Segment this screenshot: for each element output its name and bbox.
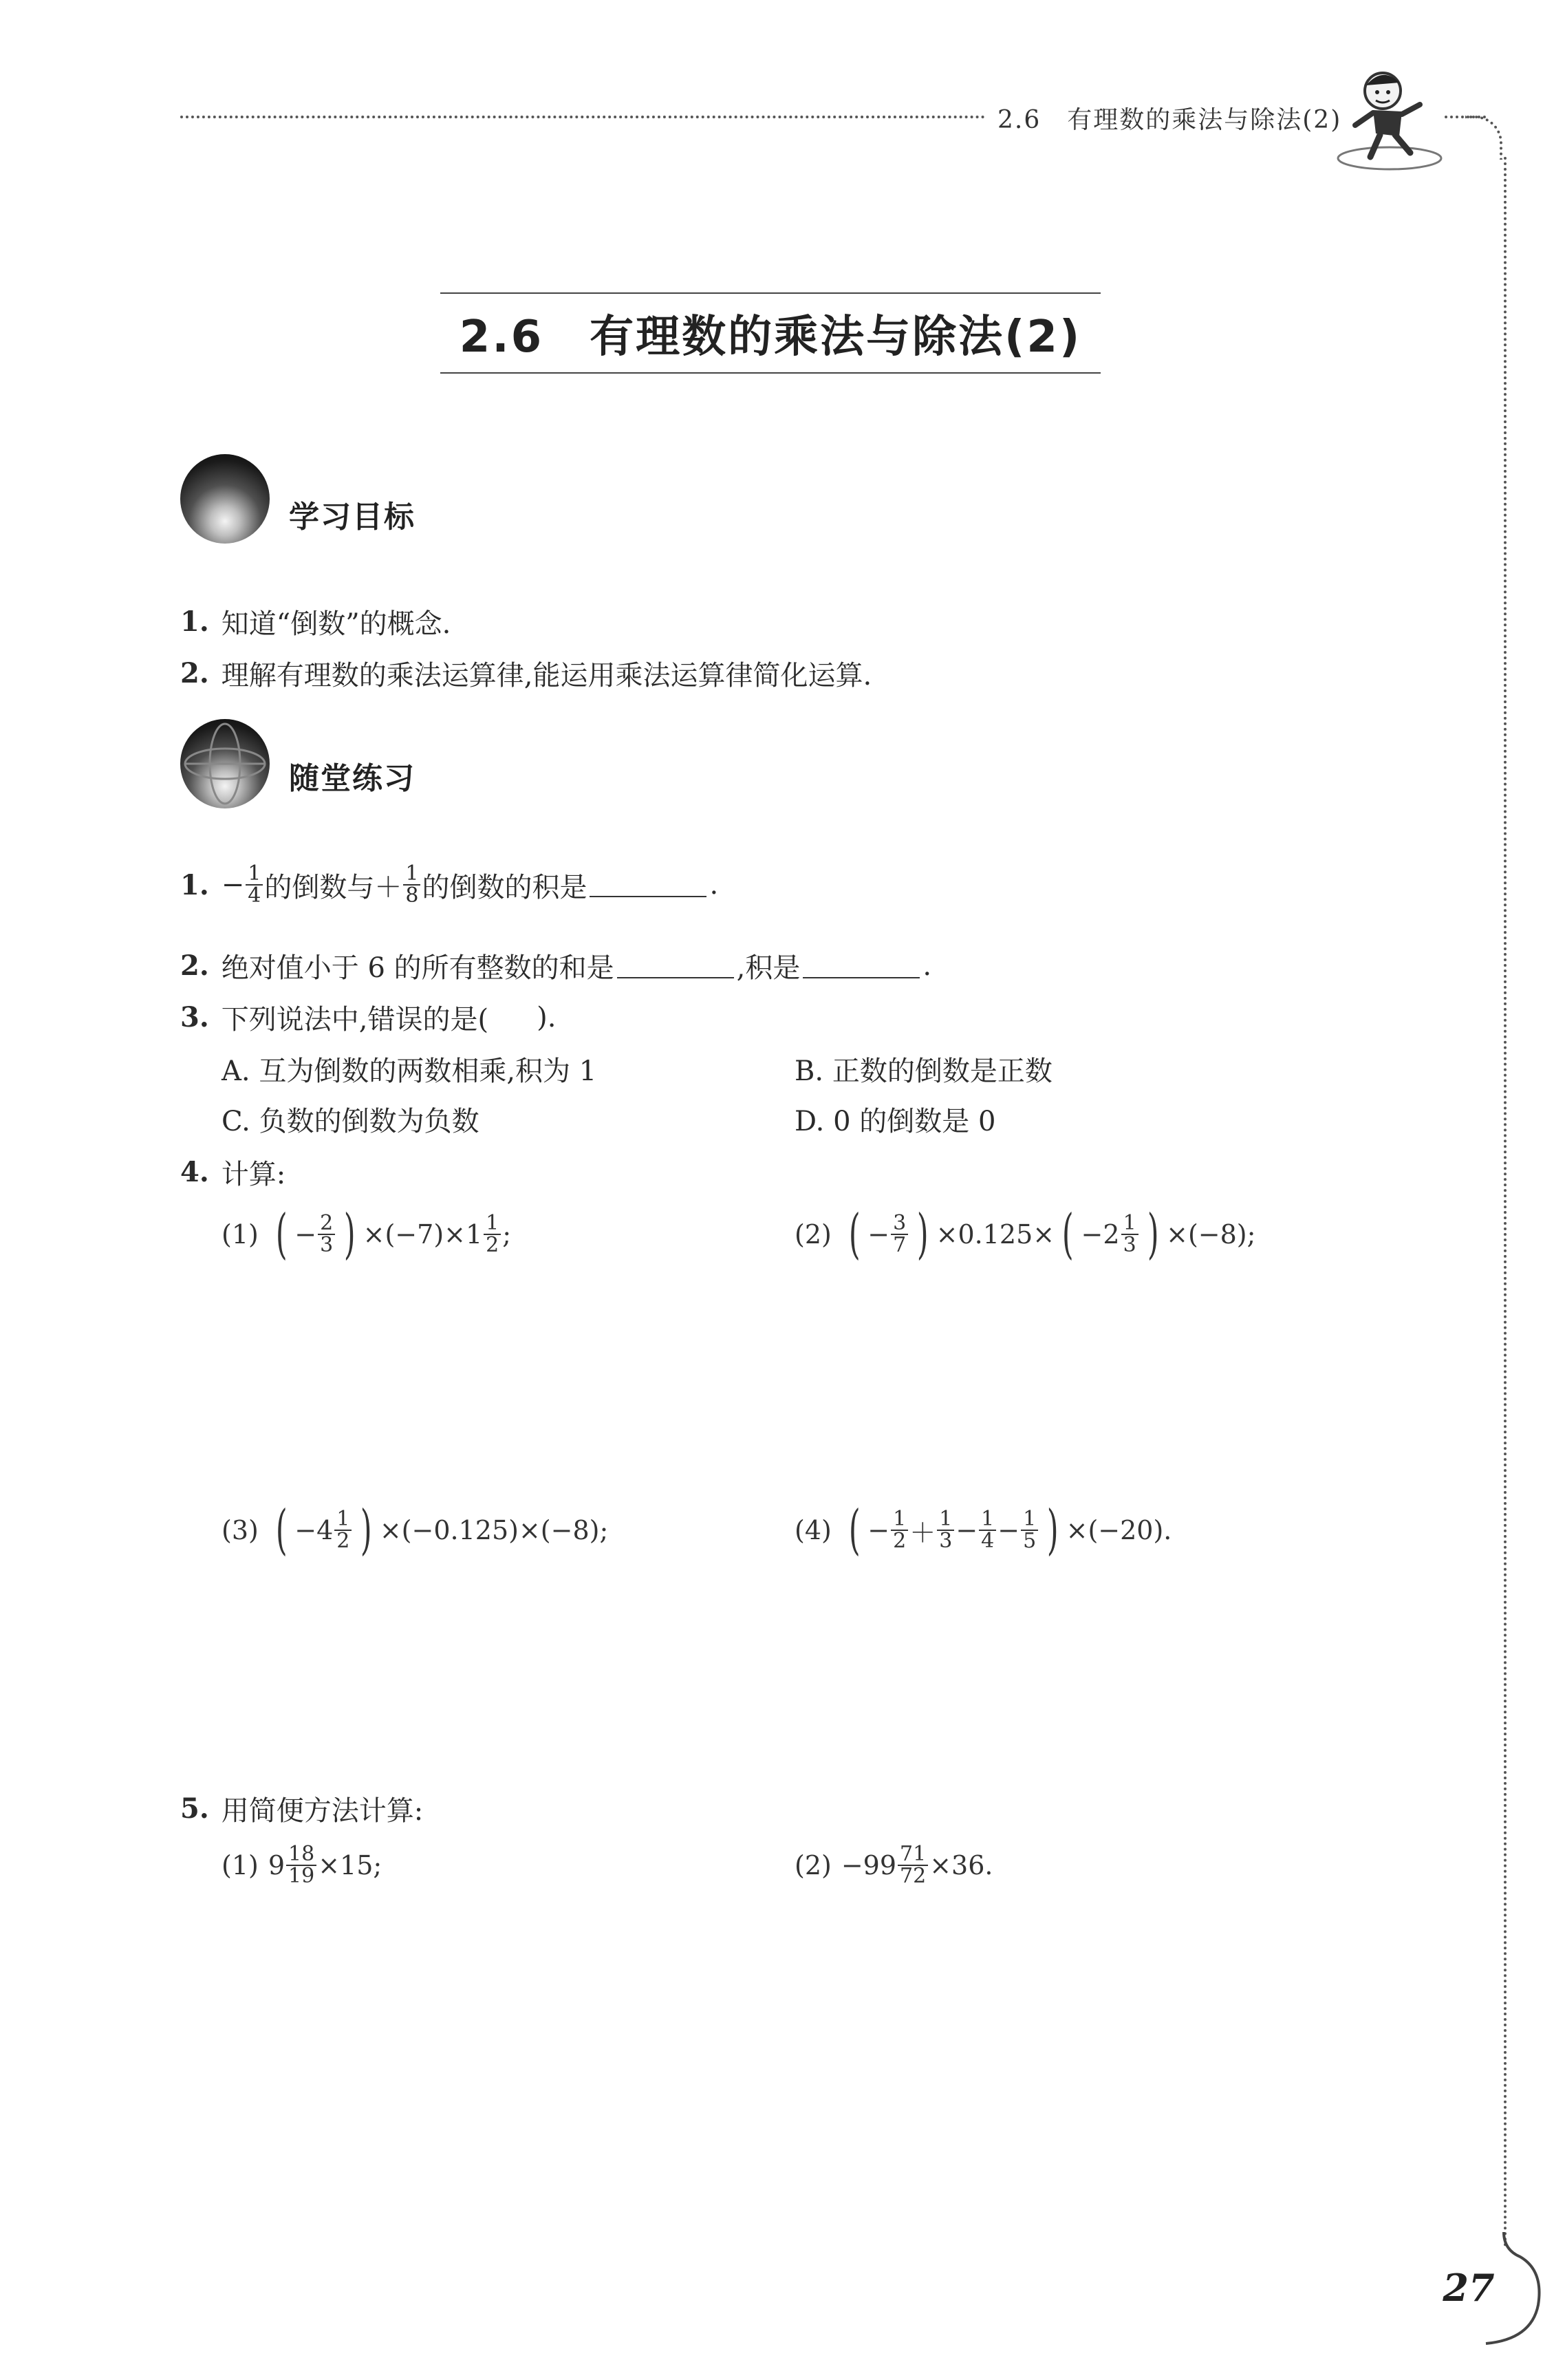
whole-part: −2 <box>1081 1219 1120 1250</box>
q2-end: . <box>922 950 932 982</box>
q2-text-1: 绝对值小于 6 的所有整数的和是 <box>221 952 614 984</box>
goal-num: 1. <box>180 605 209 638</box>
minus-sign: − <box>221 869 245 901</box>
q5-label: 用简便方法计算: <box>221 1795 424 1827</box>
q3-text: 下列说法中,错误的是( <box>221 1004 489 1036</box>
fraction: $\frac{1}{4}$ <box>246 864 263 906</box>
expr-end: ×36. <box>929 1850 993 1880</box>
header-dotted-rule <box>180 116 985 118</box>
question-5 <box>180 1789 423 1828</box>
section-goals-label: 学习目标 <box>289 500 415 535</box>
q4-part-3: (3) ( −4 $\frac{1}{2}$ ) ×(−0.125)×(−8); <box>222 1499 609 1561</box>
fraction: $\frac{1}{5}$ <box>1021 1509 1038 1552</box>
question-2 <box>180 946 931 985</box>
expr-end: ×(−0.125)×(−8); <box>379 1515 609 1545</box>
question-3 <box>180 998 556 1037</box>
expr: ×0.125× <box>936 1219 1055 1250</box>
q4-part-2: (2) ( − $\frac{3}{7}$ ) ×0.125× ( −2 $\frac{1}{3}$ ) ×(−8); <box>795 1203 1256 1265</box>
section-sphere-icon <box>180 454 270 544</box>
part-id: (2) <box>795 1850 832 1880</box>
chapter-title: 2.6 有理数的乘法与除法(2) <box>459 312 1082 363</box>
whole-part: 9 <box>268 1850 285 1880</box>
fraction: $\frac{1}{4}$ <box>979 1509 996 1552</box>
q4-part-1: (1) ( − $\frac{2}{3}$ ) ×(−7)×1 $\frac{1}{2}$ ; <box>222 1203 512 1265</box>
answer-blank[interactable] <box>617 954 734 978</box>
q4-part-4: (4) ( − $\frac{1}{2}$ ＋ $\frac{1}{3}$ − $\frac{1}{4}$ − $\frac{1}{5}$ ) ×(−20). <box>795 1499 1172 1561</box>
section-practice-label: 随堂练习 <box>289 761 415 796</box>
mascot-icon <box>1328 62 1451 172</box>
question-num: 4. <box>180 1156 209 1188</box>
question-1 <box>180 861 719 908</box>
option-b: B. 正数的倒数是正数 <box>795 1055 1053 1087</box>
fraction: $\frac{1}{3}$ <box>1121 1213 1138 1256</box>
option-c: C. 负数的倒数为负数 <box>222 1106 479 1137</box>
goal-text: 知道“倒数”的概念. <box>221 608 451 640</box>
q1-text-1: 的倒数与＋ <box>264 871 402 903</box>
q5-part-2 <box>795 1844 993 1887</box>
expr-end: ×15; <box>318 1850 382 1880</box>
expr: ×(−7)×1 <box>363 1219 483 1250</box>
expr-end: ×(−8); <box>1166 1219 1256 1250</box>
option-a: A. 互为倒数的两数相乘,积为 1 <box>222 1055 597 1087</box>
part-id: (4) <box>795 1515 832 1545</box>
right-margin-dotted-rule <box>1504 157 1507 2249</box>
whole-part: −99 <box>841 1850 897 1880</box>
option-d: D. 0 的倒数是 0 <box>795 1106 996 1137</box>
running-title: 2.6 有理数的乘法与除法(2) <box>997 106 1342 134</box>
q4-label: 计算: <box>221 1159 286 1190</box>
fraction: $\frac{2}{3}$ <box>318 1213 335 1256</box>
question-num: 1. <box>180 868 209 901</box>
part-id: (1) <box>222 1850 259 1880</box>
whole-part: −4 <box>294 1515 334 1545</box>
part-id: (3) <box>222 1515 259 1545</box>
chapter-title-box <box>440 292 1101 374</box>
q5-part-1 <box>222 1844 382 1887</box>
part-id: (1) <box>222 1219 259 1250</box>
expr-end: ; <box>502 1219 512 1250</box>
q2-text-2: ,积是 <box>736 952 801 984</box>
fraction: $\frac{1}{2}$ <box>891 1509 908 1552</box>
goal-text: 理解有理数的乘法运算律,能运用乘法运算律简化运算. <box>221 660 872 692</box>
question-num: 2. <box>180 950 209 982</box>
goal-num: 2. <box>180 657 209 689</box>
goal-item <box>180 654 872 693</box>
answer-blank[interactable] <box>803 954 920 978</box>
goal-item <box>180 602 451 641</box>
expr-end: ×(−20). <box>1066 1515 1172 1545</box>
fraction: $\frac{3}{7}$ <box>891 1213 908 1256</box>
fraction: $\frac{1}{2}$ <box>484 1213 501 1256</box>
fraction: $\frac{1}{2}$ <box>334 1509 352 1552</box>
part-id: (2) <box>795 1219 832 1250</box>
fraction: $\frac{71}{72}$ <box>898 1844 928 1887</box>
globe-grid-icon <box>180 719 270 808</box>
fraction: $\frac{1}{8}$ <box>403 864 420 906</box>
page-number: 27 <box>1443 2266 1495 2310</box>
q1-text-2: 的倒数的积是 <box>422 871 587 903</box>
answer-blank[interactable] <box>590 872 706 897</box>
question-num: 3. <box>180 1001 209 1033</box>
question-4 <box>180 1153 285 1192</box>
q3-close: ). <box>537 1001 557 1033</box>
question-num: 5. <box>180 1792 209 1825</box>
q1-end: . <box>709 869 719 901</box>
header-dotted-corner <box>1465 116 1502 160</box>
fraction: $\frac{1}{3}$ <box>937 1509 954 1552</box>
fraction: $\frac{18}{19}$ <box>286 1844 316 1887</box>
